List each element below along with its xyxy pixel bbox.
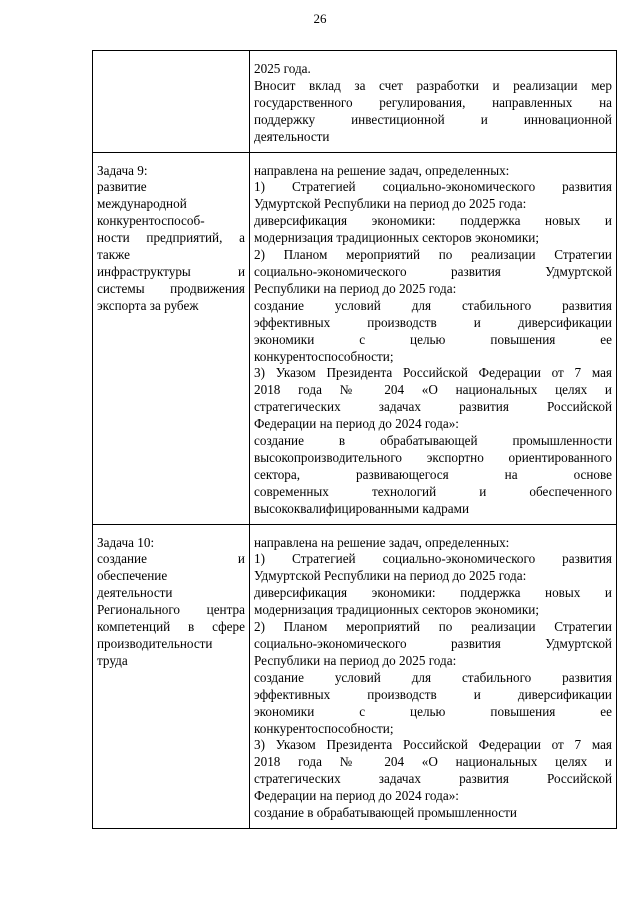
task-text-line: Задача 10: [97, 534, 155, 550]
description-text-line: модернизация традиционных секторов экономики; [254, 602, 539, 618]
task-text-line: обеспечение [97, 568, 168, 584]
task-text-line: создание и [97, 551, 245, 567]
description-text-line: современных технологий и обеспеченного [254, 483, 612, 499]
description-text-line: стратегических задачах развития Российской [254, 771, 612, 787]
description-text-line: Республики на период до 2025 года: [254, 280, 457, 296]
page-number: 26 [313, 11, 327, 26]
task-text-line: экспорта за рубеж [97, 297, 199, 313]
description-text-line: создание условий для стабильного развития [254, 297, 612, 313]
description-text-line: эффективных производств и диверсификации [254, 686, 612, 702]
document-table [92, 50, 617, 829]
description-text-line: сектора, развивающегося на основе [254, 466, 612, 482]
task-text-line: труда [97, 652, 128, 668]
description-text-line: Удмуртской Республики на период до 2025 года: [254, 196, 527, 212]
description-text-line: 2) Планом мероприятий по реализации Стратегии [254, 619, 612, 635]
task-text-line: ности предприятий, а [97, 230, 245, 246]
description-text-line: высококвалифицированными кадрами [254, 500, 470, 516]
task-text-line: компетенций в сфере [97, 619, 245, 635]
description-text-line: деятельности [254, 128, 330, 144]
description-text-line: стратегических задачах развития Российской [254, 399, 612, 415]
description-text-line: Удмуртской Республики на период до 2025 года: [254, 568, 527, 584]
description-text-line: 2) Планом мероприятий по реализации Стратегии [254, 247, 612, 263]
description-text-line: 3) Указом Президента Российской Федерации от 7 мая [254, 365, 612, 381]
task-text-line: инфраструктуры и [97, 263, 245, 279]
description-text-line: модернизация традиционных секторов экономики; [254, 230, 539, 246]
description-text-line: направлена на решение задач, определенных: [254, 162, 510, 178]
task-text-line: производительности [97, 636, 213, 651]
task-text-line: международной [97, 196, 187, 212]
table-body [93, 51, 617, 829]
right-cell [250, 524, 617, 828]
description-text-line: 1) Стратегией социально-экономического развития [254, 179, 612, 195]
description-text-line: 2025 года. [254, 61, 311, 76]
left-cell [93, 524, 250, 828]
task-text-line: конкурентоспособ- [97, 213, 205, 229]
description-text-line: экономики с целью повышения ее [254, 703, 612, 719]
right-cell [250, 51, 617, 153]
description-text-line: создание условий для стабильного развития [254, 669, 612, 685]
description-text-line: диверсификация экономики: поддержка новых и [254, 585, 612, 601]
description-text-line: государственного регулирования, направленных на [254, 94, 612, 110]
description-text-line: 1) Стратегией социально-экономического развития [254, 551, 612, 567]
description-text-line: экономики с целью повышения ее [254, 331, 612, 347]
table-row [93, 524, 617, 828]
description-text-line: конкурентоспособности; [254, 720, 394, 736]
description-text-line: направлена на решение задач, определенных: [254, 534, 510, 550]
task-text-line: развитие [97, 179, 147, 195]
left-cell [93, 152, 250, 524]
description-text-line: поддержку инвестиционной и инновационной [254, 111, 612, 127]
task-text-line: Регионального центра [97, 602, 245, 618]
table-row [93, 152, 617, 524]
description-text-line: создание в обрабатывающей промышленности [254, 805, 517, 821]
description-text-line: Вносит вклад за счет разработки и реализации мер [254, 77, 612, 93]
description-text-line: 2018 года № 204 «О национальных целях и [254, 754, 612, 770]
task-text-line: системы продвижения [97, 280, 245, 296]
description-text-line: диверсификация экономики: поддержка новых и [254, 213, 612, 229]
description-text-line: Федерации на период до 2024 года»: [254, 416, 459, 432]
task-text-line: деятельности [97, 585, 173, 601]
description-text-line: 3) Указом Президента Российской Федерации от 7 мая [254, 737, 612, 753]
description-text-line: конкурентоспособности; [254, 348, 394, 364]
description-text-line: создание в обрабатывающей промышленности [254, 433, 612, 449]
description-text-line: Федерации на период до 2024 года»: [254, 788, 459, 804]
description-text-line: социально-экономического развития Удмуртской [254, 636, 612, 651]
description-text-line: 2018 года № 204 «О национальных целях и [254, 382, 612, 398]
task-text-line: также [97, 247, 130, 263]
task-text-line: Задача 9: [97, 162, 148, 178]
right-cell [250, 152, 617, 524]
description-text-line: Республики на период до 2025 года: [254, 652, 457, 668]
description-text-line: социально-экономического развития Удмуртской [254, 263, 612, 279]
description-text-line: эффективных производств и диверсификации [254, 314, 612, 330]
table-row [93, 51, 617, 153]
description-text-line: высокопроизводительного экспортно ориентированного [254, 449, 612, 465]
left-cell [93, 51, 250, 153]
